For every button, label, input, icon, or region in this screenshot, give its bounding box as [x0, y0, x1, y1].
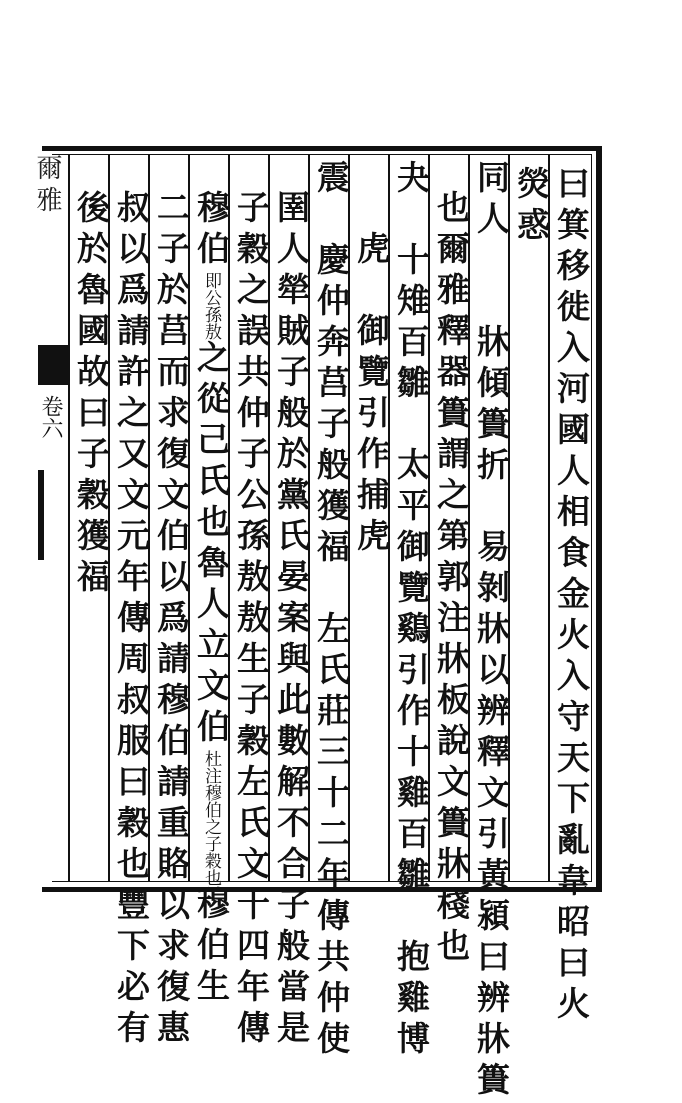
- column-text: 曰箕移徙入河國人相食金火入守天下亂韋昭曰火: [552, 166, 591, 1027]
- commentary-text: 御覽引作捕虎: [352, 313, 391, 559]
- fold-divider: [68, 154, 70, 882]
- text-column-6: [353, 190, 389, 559]
- entry-heading: 同人: [472, 160, 511, 242]
- commentary-text: 左氏莊三十二年傳共仲使: [312, 611, 351, 1062]
- commentary-text: 穆伯生: [192, 886, 231, 1009]
- fold-fishtail-tail: [38, 470, 44, 560]
- interlinear-note: 杜注穆伯之子穀也: [201, 750, 221, 886]
- text-column-8: [273, 190, 309, 1051]
- text-column-11: [153, 190, 189, 1051]
- text-column-3: [473, 160, 509, 1103]
- commentary-text: 二子於莒而求復文伯以爲請穆伯請重賂以求復惠: [152, 190, 191, 1051]
- commentary-text: 圉人犖賊子般於黨氏晏案與此數解不合子般當是: [272, 190, 311, 1051]
- fold-volume: 卷六: [38, 395, 63, 439]
- text-column-7: [313, 160, 349, 1062]
- commentary-text: 之從己氏也魯人立文伯: [192, 340, 231, 750]
- fold-title: 爾雅: [32, 154, 62, 218]
- entry-heading: 震: [312, 160, 351, 201]
- entry-phrase: 牀傾簣折: [472, 324, 511, 488]
- commentary-text: 也爾雅釋器簣謂之第郭注牀板說文簣牀棧也: [432, 190, 471, 969]
- text-column-10: [193, 190, 229, 1009]
- commentary-text: 太平御覽鷄引作十雞百雛: [392, 447, 431, 898]
- text-column-5: [393, 160, 429, 1062]
- text-column-13: [73, 190, 109, 600]
- commentary-text: 子穀之誤共仲子公孫敖敖生子穀左氏文十四年傳: [232, 190, 271, 1051]
- entry-phrase: 十雉百雛: [392, 242, 431, 406]
- commentary-text: 後於魯國故曰子穀獲福: [72, 190, 111, 600]
- text-column-1: [553, 166, 589, 1027]
- column-text: 熒惑: [512, 166, 551, 248]
- commentary-text: 易剝牀以辨釋文引黃潁曰辨牀簣: [472, 529, 511, 1103]
- interlinear-note: 即公孫敖: [201, 272, 221, 340]
- entry-phrase: 抱雞博: [392, 939, 431, 1062]
- column-rule: [548, 154, 550, 882]
- text-column-12: [113, 190, 149, 1051]
- commentary-text: 穆伯: [192, 190, 231, 272]
- text-column-2: [513, 166, 549, 248]
- text-column-4: [433, 190, 469, 969]
- text-column-9: [233, 190, 269, 1051]
- entry-phrase: 虎: [352, 190, 391, 272]
- fold-fishtail-block: [38, 345, 68, 385]
- entry-phrase: 慶仲奔莒子般獲福: [312, 242, 351, 570]
- commentary-text: 叔以爲請許之又文元年傳周叔服曰穀也豐下必有: [112, 190, 151, 1051]
- entry-heading: 夬: [392, 160, 431, 201]
